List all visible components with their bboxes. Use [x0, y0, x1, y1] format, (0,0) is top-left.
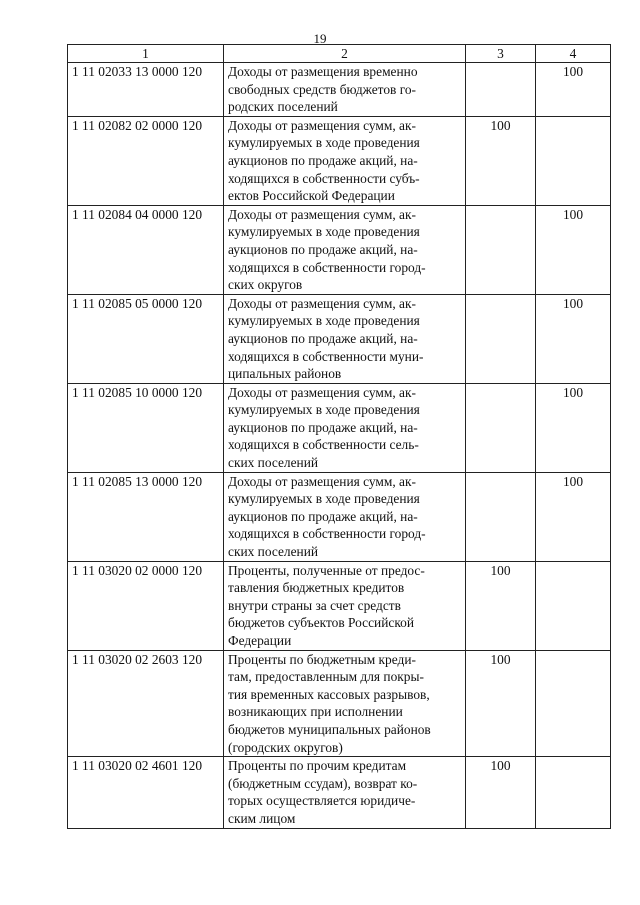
description-cell — [224, 757, 466, 828]
description-line: аукционов по продаже акций, на- — [228, 152, 418, 168]
description-line: Проценты по бюджетным креди- — [228, 651, 416, 667]
col3-value-cell — [466, 383, 536, 472]
description-line: бюджетов субъектов Российской — [228, 615, 415, 631]
description-line: ходящихся в собственности город- — [228, 259, 426, 275]
table-row — [68, 383, 611, 472]
description-line: внутри страны за счет средств — [228, 597, 401, 613]
col3-value-cell: 100 — [466, 116, 536, 205]
table-body — [68, 63, 611, 829]
description-line: аукционов по продаже акций, на- — [228, 241, 418, 257]
col3-value-cell — [466, 472, 536, 561]
description-line: ходящихся в собственности муни- — [228, 348, 424, 364]
budget-code-cell: 1 11 02085 05 0000 120 — [68, 294, 224, 383]
description-line: Доходы от размещения сумм, ак- — [228, 384, 416, 400]
description-line: родских поселений — [228, 99, 338, 115]
description-line: там, предоставленным для покры- — [228, 669, 424, 685]
table-row — [68, 650, 611, 757]
col3-value-cell: 100 — [466, 561, 536, 650]
description-line: ходящихся в собственности субъ- — [228, 170, 420, 186]
table-row — [68, 205, 611, 294]
table-row — [68, 561, 611, 650]
description-line: торых осуществляется юридиче- — [228, 793, 416, 809]
description-line: кумулируемых в ходе проведения — [228, 402, 420, 418]
col3-value-cell — [466, 205, 536, 294]
col3-value-cell: 100 — [466, 650, 536, 757]
budget-code-table — [67, 44, 611, 829]
description-line: кумулируемых в ходе проведения — [228, 135, 420, 151]
budget-code-cell: 1 11 03020 02 0000 120 — [68, 561, 224, 650]
header-col-3: 3 — [466, 45, 536, 63]
budget-code-cell: 1 11 02082 02 0000 120 — [68, 116, 224, 205]
page-number: 19 — [313, 31, 327, 46]
description-line: кумулируемых в ходе проведения — [228, 313, 420, 329]
col4-value-cell: 100 — [536, 294, 611, 383]
description-cell — [224, 472, 466, 561]
description-line: тия временных кассовых разрывов, — [228, 686, 430, 702]
table-row — [68, 757, 611, 828]
description-line: Проценты, полученные от предос- — [228, 562, 425, 578]
table-row — [68, 116, 611, 205]
description-line: бюджетов муниципальных районов — [228, 721, 431, 737]
table-row — [68, 472, 611, 561]
budget-code-cell: 1 11 02085 10 0000 120 — [68, 383, 224, 472]
description-line: (бюджетным ссудам), возврат ко- — [228, 775, 418, 791]
description-line: ских округов — [228, 277, 303, 293]
budget-code-cell: 1 11 03020 02 4601 120 — [68, 757, 224, 828]
header-col-4: 4 — [536, 45, 611, 63]
budget-code-cell: 1 11 02085 13 0000 120 — [68, 472, 224, 561]
col4-value-cell: 100 — [536, 205, 611, 294]
description-cell — [224, 294, 466, 383]
description-cell — [224, 561, 466, 650]
description-line: аукционов по продаже акций, на- — [228, 419, 418, 435]
col4-value-cell — [536, 757, 611, 828]
description-line: ектов Российской Федерации — [228, 188, 395, 204]
description-cell — [224, 63, 466, 117]
description-line: Доходы от размещения сумм, ак- — [228, 206, 416, 222]
description-line: Доходы от размещения временно — [228, 64, 418, 79]
col4-value-cell — [536, 116, 611, 205]
description-line: Доходы от размещения сумм, ак- — [228, 295, 416, 311]
header-row — [68, 45, 611, 63]
col4-value-cell: 100 — [536, 63, 611, 117]
description-cell — [224, 205, 466, 294]
description-line: ских поселений — [228, 455, 319, 471]
col3-value-cell — [466, 63, 536, 117]
table-row — [68, 63, 611, 117]
description-line: Доходы от размещения сумм, ак- — [228, 117, 416, 133]
description-line: Доходы от размещения сумм, ак- — [228, 473, 416, 489]
description-line: (городских округов) — [228, 739, 343, 755]
col3-value-cell — [466, 294, 536, 383]
description-line: свободных средств бюджетов го- — [228, 81, 417, 97]
header-col-2: 2 — [224, 45, 466, 63]
description-line: кумулируемых в ходе проведения — [228, 491, 420, 507]
description-line: ходящихся в собственности город- — [228, 526, 426, 542]
table-header — [68, 45, 611, 63]
description-line: ским лицом — [228, 810, 296, 826]
description-line: кумулируемых в ходе проведения — [228, 224, 420, 240]
description-cell — [224, 650, 466, 757]
description-cell — [224, 383, 466, 472]
description-line: ходящихся в собственности сель- — [228, 437, 419, 453]
table-row — [68, 294, 611, 383]
budget-code-cell: 1 11 03020 02 2603 120 — [68, 650, 224, 757]
description-line: аукционов по продаже акций, на- — [228, 330, 418, 346]
col4-value-cell: 100 — [536, 383, 611, 472]
header-col-1: 1 — [68, 45, 224, 63]
col4-value-cell: 100 — [536, 472, 611, 561]
description-line: Проценты по прочим кредитам — [228, 758, 407, 774]
description-line: ципальных районов — [228, 366, 342, 382]
col3-value-cell: 100 — [466, 757, 536, 828]
description-cell — [224, 116, 466, 205]
description-line: Федерации — [228, 633, 292, 648]
budget-code-cell: 1 11 02084 04 0000 120 — [68, 205, 224, 294]
description-line: тавления бюджетных кредитов — [228, 580, 405, 596]
description-line: возникающих при исполнении — [228, 704, 403, 720]
description-line: ских поселений — [228, 544, 319, 560]
description-line: аукционов по продаже акций, на- — [228, 508, 418, 524]
col4-value-cell — [536, 561, 611, 650]
col4-value-cell — [536, 650, 611, 757]
budget-code-cell: 1 11 02033 13 0000 120 — [68, 63, 224, 117]
